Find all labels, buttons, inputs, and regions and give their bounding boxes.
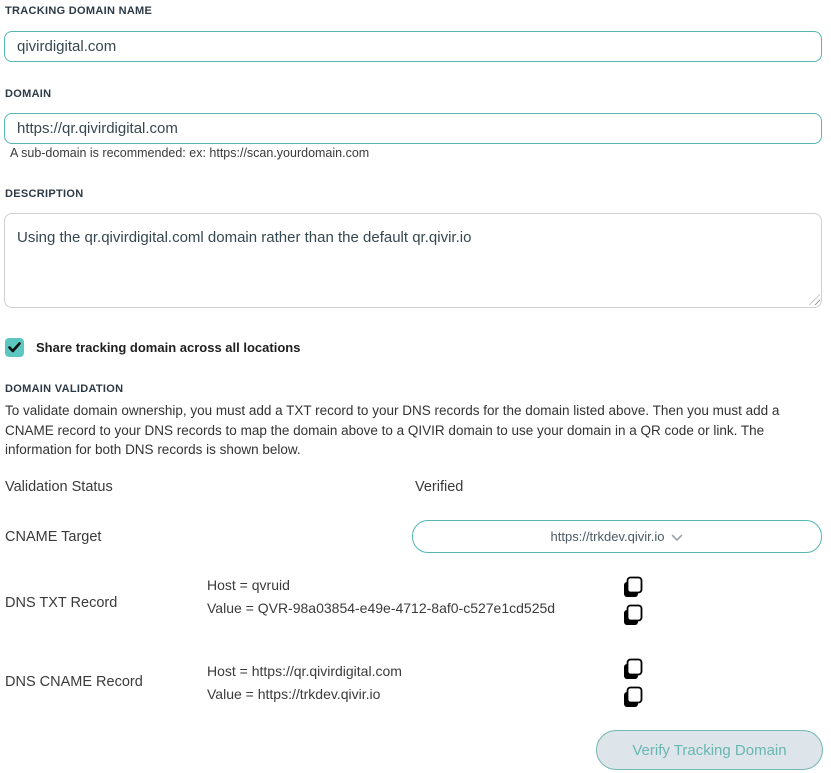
copy-icon-cname-host[interactable] xyxy=(621,657,645,683)
domain-validation-heading: DOMAIN VALIDATION xyxy=(5,383,124,395)
dns-cname-record-host: Host = https://qr.qivirdigital.com xyxy=(207,663,402,679)
check-icon xyxy=(8,342,21,353)
tracking-domain-name-input[interactable] xyxy=(4,31,822,62)
copy-icon-txt-value[interactable] xyxy=(621,603,645,629)
domain-validation-intro: To validate domain ownership, you must add a TXT record to your DNS records for the domain listed above. Then you must add a CNAME record to your DNS records to map the domain above to a QIVIR domain to use your domain in a QR code or link. The information for both DNS records is shown below. xyxy=(5,403,780,457)
dns-cname-record-label: DNS CNAME Record xyxy=(5,674,143,690)
domain-hint: A sub-domain is recommended: ex: https://scan.yourdomain.com xyxy=(10,146,370,160)
cname-target-label: CNAME Target xyxy=(5,529,102,545)
dns-txt-record-label: DNS TXT Record xyxy=(5,595,118,611)
description-label: DESCRIPTION xyxy=(5,188,84,200)
share-tracking-domain-row xyxy=(5,338,300,357)
cname-target-select[interactable] xyxy=(412,520,822,553)
chevron-down-icon xyxy=(671,532,683,542)
dns-txt-record-value: Value = QVR-98a03854-e49e-4712-8af0-c527e1cd525d xyxy=(207,600,556,616)
dns-cname-record-value: Value = https://trkdev.qivir.io xyxy=(207,686,381,702)
validation-status-value: Verified xyxy=(415,479,464,495)
cname-target-value: https://trkdev.qivir.io xyxy=(550,529,665,544)
copy-icon-cname-value[interactable] xyxy=(621,685,645,711)
copy-icon-txt-host[interactable] xyxy=(621,575,645,601)
domain-label: DOMAIN xyxy=(5,88,52,100)
share-tracking-domain-checkbox[interactable] xyxy=(5,338,24,357)
description-textarea[interactable] xyxy=(4,213,822,308)
validation-status-label: Validation Status xyxy=(5,479,113,495)
dns-txt-record-host: Host = qvruid xyxy=(207,577,290,593)
domain-input[interactable] xyxy=(4,113,822,144)
share-tracking-domain-label: Share tracking domain across all locations xyxy=(36,340,301,355)
tracking-domain-name-label: TRACKING DOMAIN NAME xyxy=(5,5,153,17)
verify-tracking-domain-button[interactable]: Verify Tracking Domain xyxy=(596,730,823,770)
